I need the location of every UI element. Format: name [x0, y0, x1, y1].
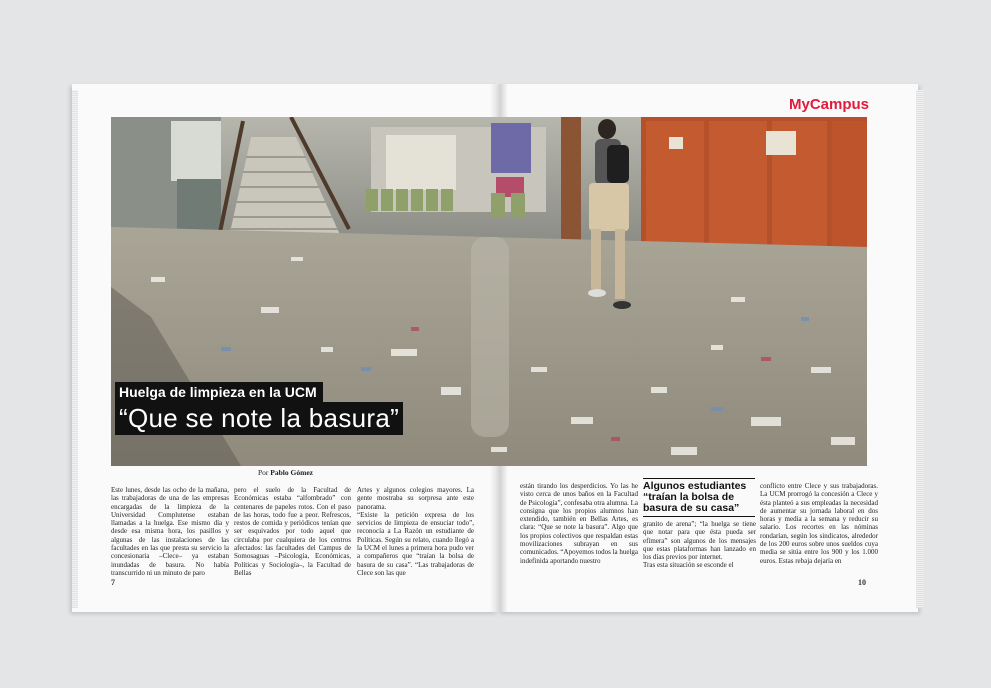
left-page-number: 7	[111, 578, 115, 587]
sidebar-pull-quote: Algunos estudiantes “traían la bolsa de basura de su casa”	[643, 478, 755, 517]
byline-author: Pablo Gómez	[270, 468, 313, 477]
right-page-number: 10	[858, 578, 866, 587]
body-column-3	[357, 486, 474, 577]
column-2-text: pero el suelo de la Facultad de Económicas estaba “alfombrado” con centenares de papeles rotos. Con el paso de las horas, todo fue a peor. Refrescos, restos de comida y periódicos tenían que ser esquivados por todo aquel que circulaba por cualquiera de los centros afectados: las facultades del Campus de Somosaguas –Psicología, Económicas, Políticas y Sociología–, la Facultad de Bellas	[234, 486, 351, 577]
body-column-2	[234, 486, 351, 577]
column-4-text: están tirando los desperdicios. Yo las he visto cerca de unos baños en la Facultad de Psicología”, confesaba otra alumna. La consigna que los propios alumnos han extendido, también en Bellas Artes, es clara: “Que se note la basura”. Algo que los propios colectivos que respaldan estas movilizaciones subrayan en sus comunicados. “Apoyemos todos la huelga indefinida aportando nuestro	[520, 482, 639, 565]
column-5-text: granito de arena”; “la huelga se tiene que notar para que ésta pueda ser efímera” son algunos de los mensajes que estas plataformas han lanzado en los días previos por internet. Tras esta situación se esconde el	[643, 520, 756, 570]
column-6-text: conflicto entre Clece y sus trabajadoras. La UCM prorrogó la concesión a Clece y ésta planteó a sus empleadas la necesidad de aumentar su jornada laboral en dos horas y media a la semana y reducir su salario. Los recortes en las nóminas rondarían, según los sindicatos, alrededor de los 200 euros sobre unos sueldos cuya media se sitúa entre los 900 y los 1.000 euros. Estas rebaja dejaría en	[760, 482, 878, 565]
right-page-edge	[916, 90, 924, 608]
byline-prefix: Por	[258, 468, 269, 477]
left-page-edge	[72, 90, 78, 608]
body-column-6	[760, 482, 878, 565]
column-3-text: Artes y algunos colegios mayores. La gente mostraba su sorpresa ante este panorama. “Existe la petición expresa de los servicios de limpieza de ensuciar todo”, reconocía a La Razón un estudiante de Políticas. Según su relato, cuando llegó a la UCM el lunes a primera hora pudo ver a compañeros que “traían la bolsa de basura de su casa”. “Las trabajadoras de Clece son las que	[357, 486, 474, 577]
article-kicker: Huelga de limpieza en la UCM	[115, 382, 323, 402]
article-headline: “Que se note la basura”	[115, 402, 403, 435]
body-column-1	[111, 486, 229, 577]
body-column-4	[520, 482, 638, 565]
column-1-text: Este lunes, desde las ocho de la mañana, las trabajadoras de una de las empresas encargadas de la limpieza de la Universidad Complutense estaban llamadas a la huelga. Ese mismo día y desde esa misma hora, los pasillos y algunas de las instalaciones de las facultades en las que presta su servicio la concesionaria –Clece– ya estaban inundadas de basura. No había transcurrido ni un minuto de paro	[111, 486, 229, 577]
byline	[258, 468, 313, 477]
magazine-brand: MyCampus	[789, 96, 870, 113]
body-column-5	[643, 520, 756, 570]
